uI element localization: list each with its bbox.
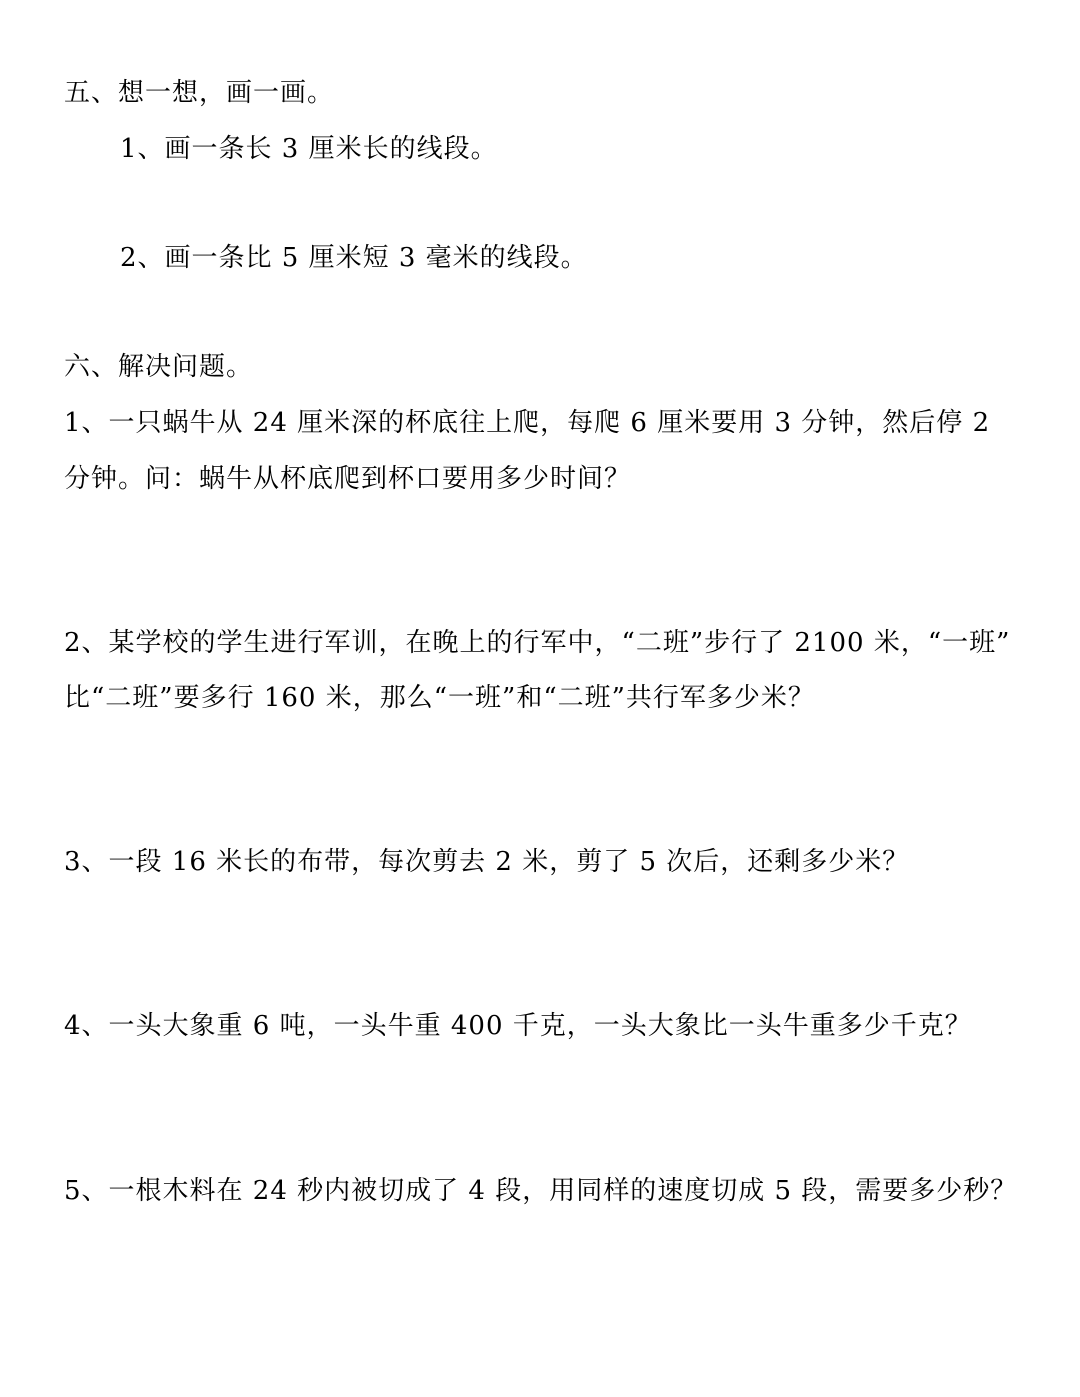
problem-2-line-1: 2、某学校的学生进行军训，在晚上的行军中，“二班”步行了 2100 米，“一班” <box>64 628 1011 658</box>
section6-heading: 六、解决问题。 <box>64 352 254 382</box>
problem-2-line-2: 比“二班”要多行 160 米，那么“一班”和“二班”共行军多少米？ <box>64 683 815 713</box>
problem-1-line-2: 分钟。问：蜗牛从杯底爬到杯口要用多少时间？ <box>64 464 632 494</box>
section5-item-1: 1、画一条长 3 厘米长的线段。 <box>120 134 498 164</box>
problem-1-line-1: 1、一只蜗牛从 24 厘米深的杯底往上爬，每爬 6 厘米要用 3 分钟，然后停 2 <box>64 408 991 438</box>
problem-4: 4、一头大象重 6 吨，一头牛重 400 千克，一头大象比一头牛重多少千克？ <box>64 1011 972 1041</box>
problem-3: 3、一段 16 米长的布带，每次剪去 2 米，剪了 5 次后，还剩多少米？ <box>64 847 910 877</box>
problem-5: 5、一根木料在 24 秒内被切成了 4 段，用同样的速度切成 5 段，需要多少秒？ <box>64 1176 1018 1206</box>
section5-item-2: 2、画一条比 5 厘米短 3 毫米的线段。 <box>120 243 588 273</box>
section5-heading: 五、想一想，画一画。 <box>64 78 335 108</box>
